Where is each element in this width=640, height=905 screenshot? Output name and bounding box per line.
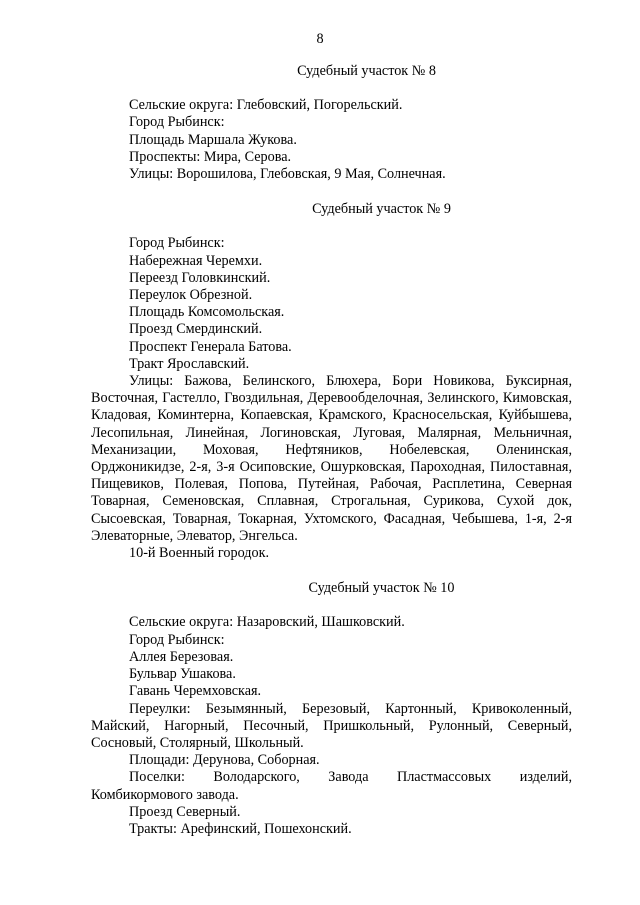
- text-line: Площади: Дерунова, Соборная.: [129, 752, 320, 769]
- text-paragraph: Поселки: Володарского, Завода Пластмассовых изделий, Комбикормового завода.: [91, 769, 572, 803]
- text-line: Переулок Обрезной.: [129, 287, 253, 304]
- text-line: Сельские округа: Глебовский, Погорельский.: [129, 97, 403, 114]
- text-line: Площадь Комсомольская.: [129, 304, 285, 321]
- text-line: 10-й Военный городок.: [129, 545, 270, 562]
- text-line: Проспекты: Мира, Серова.: [129, 148, 292, 165]
- text-line: Город Рыбинск:: [129, 235, 225, 252]
- text-paragraph: Переулки: Безымянный, Березовый, Картонный, Кривоколенный, Майский, Нагорный, Песочный, Пришкольный, Рулонный, Северный, Сосновый, Столярный, Школьный.: [91, 700, 572, 751]
- text-line: Проезд Северный.: [129, 803, 241, 820]
- text-line: Город Рыбинск:: [129, 114, 225, 131]
- section-title: Судебный участок № 10: [308, 580, 455, 597]
- text-line: Гавань Черемховская.: [129, 683, 262, 700]
- text-line: Тракт Ярославский.: [129, 355, 250, 372]
- text-line: Проезд Смердинский.: [129, 321, 263, 338]
- text-paragraph: Улицы: Бажова, Белинского, Блюхера, Бори Новикова, Буксирная, Восточная, Гастелло, Гвоздильная, Деревообделочная, Зелинского, Кимовская, Кладовая, Коминтерна, Копаевская, Крамского, Красносельская, Куйбышева, Лесопильная, Линейная, Логиновская, Луговая, Малярная, Мельничная, Механизации, Моховая, Нефтяников, Нобелевская, Оленинская, Орджоникидзе, 2-я, 3-я Осиповские, Ошурковская, Пароходная, Пилоставная, Пищевиков, Полевая, Попова, Путейная, Рабочая, Расплетина, Северная Товарная, Семеновская, Сплавная, Строгальная, Сурикова, Сухой док, Сысоевская, Товарная, Токарная, Ухтомского, Фасадная, Чебышева, 1-я, 2-я Элеваторные, Элеватор, Энгельса.: [91, 373, 572, 544]
- text-line: Площадь Маршала Жукова.: [129, 131, 297, 148]
- text-line: Набережная Черемхи.: [129, 252, 263, 269]
- text-line: Город Рыбинск:: [129, 631, 225, 648]
- text-line: Тракты: Арефинский, Пошехонский.: [129, 820, 352, 837]
- document-body: [91, 63, 572, 838]
- text-line: Проспект Генерала Батова.: [129, 338, 292, 355]
- text-line: Улицы: Ворошилова, Глебовская, 9 Мая, Солнечная.: [129, 166, 446, 183]
- text-line: Сельские округа: Назаровский, Шашковский.: [129, 614, 405, 631]
- section-title: Судебный участок № 8: [297, 63, 436, 79]
- page-number: 8: [316, 31, 324, 47]
- section-title: Судебный участок № 9: [312, 201, 451, 218]
- text-line: Аллея Березовая.: [129, 648, 234, 665]
- text-line: Переезд Головкинский.: [129, 269, 271, 286]
- text-line: Бульвар Ушакова.: [129, 666, 236, 683]
